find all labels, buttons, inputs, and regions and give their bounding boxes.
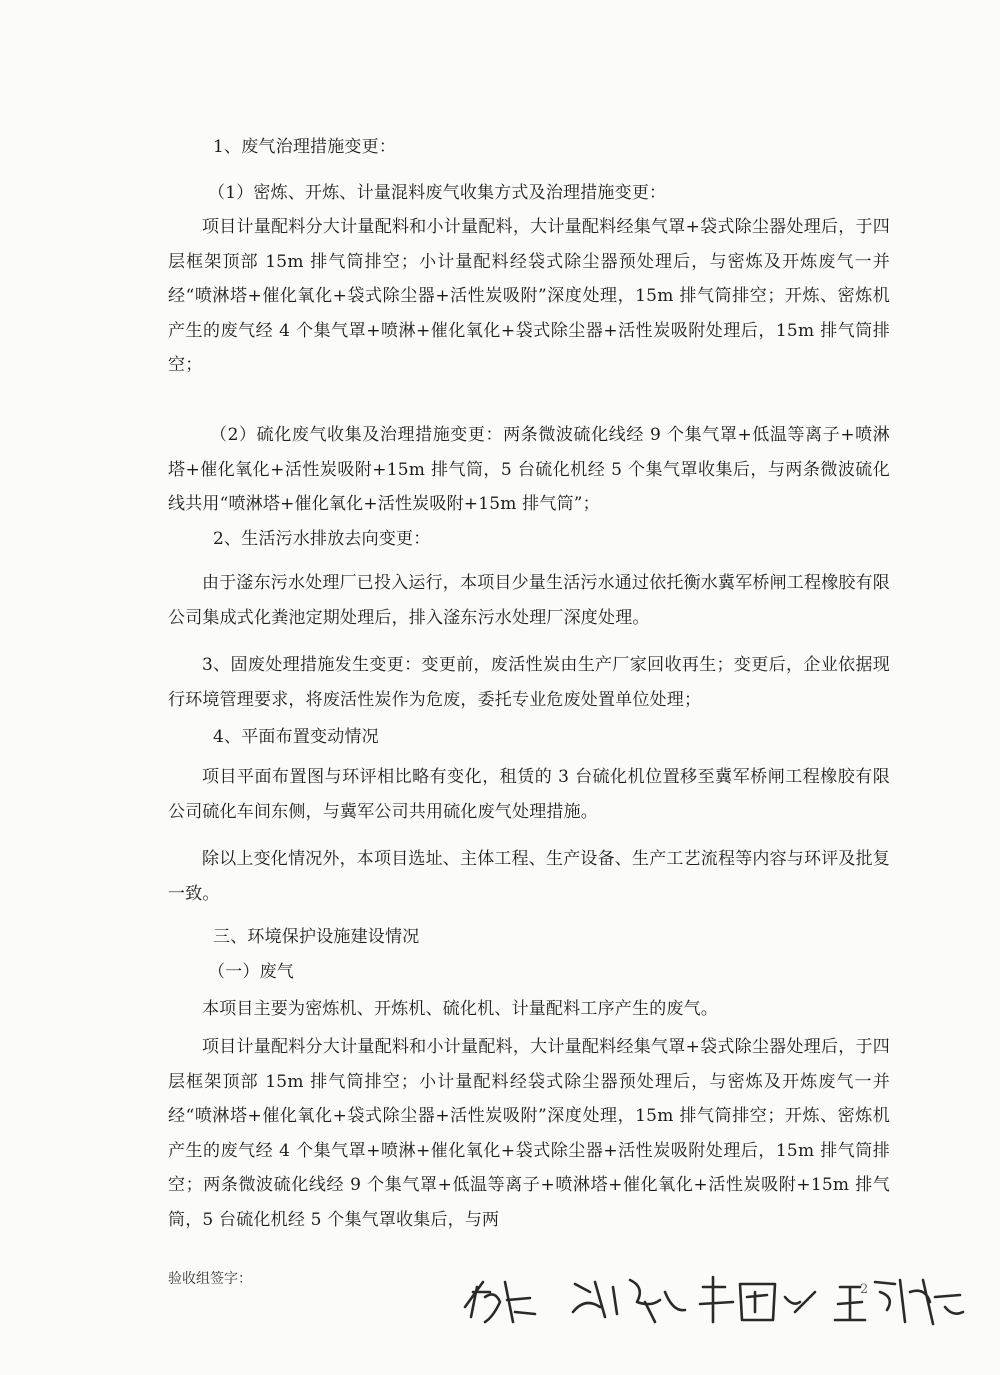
paragraph-8: 项目计量配料分大计量配料和小计量配料，大计量配料经集气罩+袋式除尘器处理后，于四层框架顶部 15m 排气筒排空；小计量配料经袋式除尘器预处理后，与密炼及开炼废气一并经“喷淋塔+催化氧化+袋式除尘器+活性炭吸附”深度处理，15m 排气筒排空；开炼、密炼机产生的废气经 4 个集气罩+喷淋+催化氧化+袋式除尘器+活性炭吸附处理后，15m 排气筒排空；两条微波硫化线经 9 个集气罩+低温等离子+喷淋塔+催化氧化+活性炭吸附+15m 排气筒，5 台硫化机经 5 个集气罩收集后，与两 (168, 1037, 890, 1230)
paragraph-6: 除以上变化情况外，本项目选址、主体工程、生产设备、生产工艺流程等内容与环评及批复一致。 (168, 849, 890, 904)
signature-label: 验收组签字： (168, 1271, 252, 1287)
heading-5: 三、环境保护设施建设情况 (213, 927, 420, 947)
subheading-5-1: （一）废气 (208, 962, 294, 982)
paragraph-4: 3、固废处理措施发生变更：变更前，废活性炭由生产厂家回收再生；变更后，企业依据现行环境管理要求，将废活性炭作为危废，委托专业危废处置单位处理； (168, 655, 890, 710)
paragraph-1: 项目计量配料分大计量配料和小计量配料，大计量配料经集气罩+袋式除尘器处理后，于四层框架顶部 15m 排气筒排空；小计量配料经袋式除尘器预处理后，与密炼及开炼废气一并经“喷淋塔+催化氧化+袋式除尘器+活性炭吸附”深度处理，15m 排气筒排空；开炼、密炼机产生的废气经 4 个集气罩+喷淋+催化氧化+袋式除尘器+活性炭吸附处理后，15m 排气筒排空； (168, 217, 890, 375)
signature-2 (573, 1280, 685, 1322)
signature-1 (465, 1282, 535, 1322)
subheading-1-1: （1）密炼、开炼、计量混料废气收集方式及治理措施变更： (208, 183, 667, 203)
paragraph-3: 由于滏东污水处理厂已投入运行，本项目少量生活污水通过依托衡水冀军桥闸工程橡胶有限公司集成式化粪池定期处理后，排入滏东污水处理厂深度处理。 (168, 573, 890, 628)
heading-4: 4、平面布置变动情况 (213, 727, 379, 747)
paragraph-7: 本项目主要为密炼机、开炼机、硫化机、计量配料工序产生的废气。 (202, 999, 718, 1019)
heading-2: 2、生活污水排放去向变更： (213, 529, 431, 549)
signature-3 (700, 1277, 815, 1322)
signature-scribbles (455, 1262, 975, 1332)
page-number: 2 (860, 1282, 869, 1297)
handwritten-signatures (455, 1262, 975, 1332)
signature-4 (835, 1280, 963, 1324)
heading-1: 1、废气治理措施变更： (213, 137, 397, 157)
paragraph-5: 项目平面布置图与环评相比略有变化，租赁的 3 台硫化机位置移至冀军桥闸工程橡胶有限公司硫化车间东侧，与冀军公司共用硫化废气处理措施。 (168, 767, 890, 822)
paragraph-2: （2）硫化废气收集及治理措施变更：两条微波硫化线经 9 个集气罩+低温等离子+喷淋塔+催化氧化+活性炭吸附+15m 排气筒，5 台硫化机经 5 个集气罩收集后，与两条微波硫化线共用“喷淋塔+催化氧化+活性炭吸附+15m 排气筒”； (168, 425, 890, 514)
